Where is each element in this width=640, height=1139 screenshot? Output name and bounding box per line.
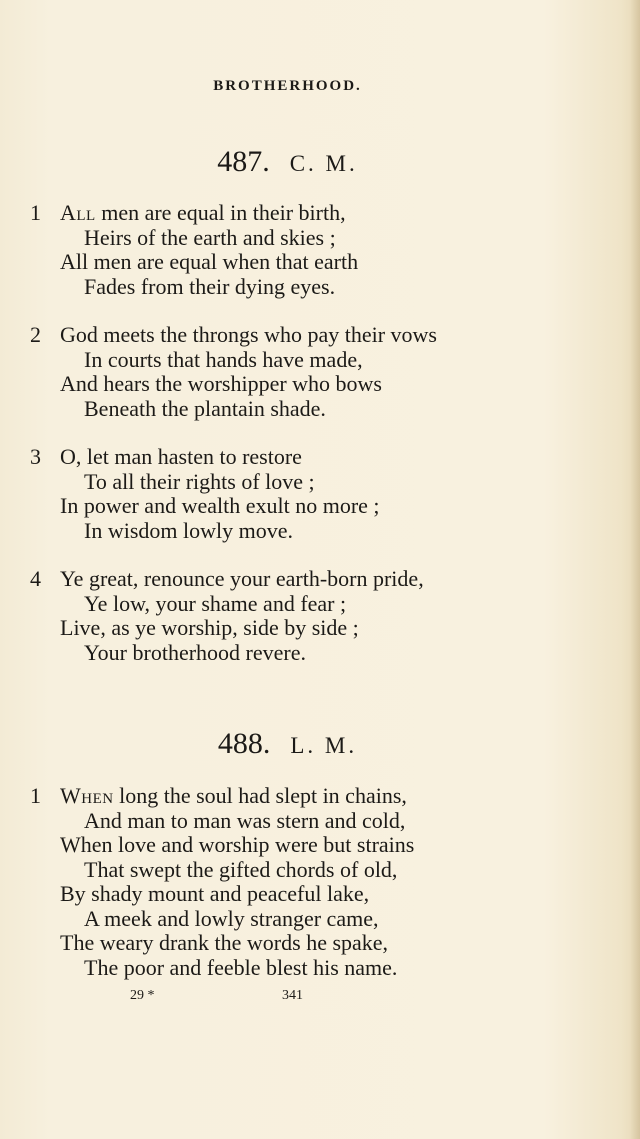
verse-line: Your brotherhood revere. bbox=[84, 639, 306, 665]
verse-line: When love and worship were but strains bbox=[60, 832, 415, 857]
verse-line: All men are equal when that earth bbox=[60, 249, 359, 274]
running-head: BROTHERHOOD. bbox=[213, 78, 362, 94]
hymn-number: 487. bbox=[217, 145, 270, 178]
verse-line: In power and wealth exult no more ; bbox=[60, 493, 380, 518]
page-number: 341 bbox=[282, 988, 303, 1003]
verse-line: By shady mount and peaceful lake, bbox=[60, 881, 370, 906]
hymn-number: 488. bbox=[217, 727, 271, 760]
verse-line: And hears the worshipper who bows bbox=[60, 371, 382, 396]
verse-number: 3 bbox=[30, 444, 41, 469]
page-edge-shadow bbox=[630, 0, 640, 1139]
verse-line: In courts that hands have made, bbox=[84, 346, 363, 372]
hymn-heading-488 bbox=[0, 727, 575, 761]
verse-line: long the soul had slept in chains, bbox=[113, 783, 407, 808]
hymn-487-verse-1 bbox=[30, 201, 550, 299]
signature-mark: 29 * bbox=[130, 988, 155, 1003]
hymn-487-verse-2 bbox=[30, 323, 550, 421]
hymn-487-verse-4 bbox=[30, 567, 550, 665]
verse-line: A meek and lowly stranger came, bbox=[84, 905, 379, 931]
verse-number: 2 bbox=[30, 322, 41, 347]
hymn-488-verse-1 bbox=[30, 784, 550, 980]
verse-line: To all their rights of love ; bbox=[84, 468, 315, 494]
hymn-heading-487 bbox=[0, 145, 575, 179]
verse-line: The weary drank the words he spake, bbox=[60, 930, 389, 955]
hymn-meter: L. M. bbox=[290, 733, 358, 758]
verse-line: Fades from their dying eyes. bbox=[84, 273, 336, 299]
verse-line: men are equal in their birth, bbox=[95, 200, 346, 225]
verse-line: The poor and feeble blest his name. bbox=[84, 954, 398, 980]
verse-initial-word: When bbox=[60, 783, 114, 808]
verse-line: And man to man was stern and cold, bbox=[84, 807, 406, 833]
verse-line: Beneath the plantain shade. bbox=[84, 395, 326, 421]
verse-line: Ye low, your shame and fear ; bbox=[84, 590, 347, 616]
verse-number: 1 bbox=[30, 783, 41, 808]
hymn-487-verse-3 bbox=[30, 445, 550, 543]
verse-initial-word: All bbox=[60, 200, 96, 225]
verse-line: Heirs of the earth and skies ; bbox=[84, 224, 336, 250]
verse-number: 4 bbox=[30, 566, 41, 591]
verse-number: 1 bbox=[30, 200, 41, 225]
verse-line: God meets the throngs who pay their vows bbox=[60, 322, 437, 347]
verse-line: That swept the gifted chords of old, bbox=[84, 856, 398, 882]
verse-line: O, let man hasten to restore bbox=[60, 444, 302, 469]
verse-line: Live, as ye worship, side by side ; bbox=[60, 615, 359, 640]
verse-line: Ye great, renounce your earth-born pride, bbox=[60, 566, 424, 591]
verse-line: In wisdom lowly move. bbox=[84, 517, 293, 543]
hymn-meter: C. M. bbox=[289, 151, 358, 176]
